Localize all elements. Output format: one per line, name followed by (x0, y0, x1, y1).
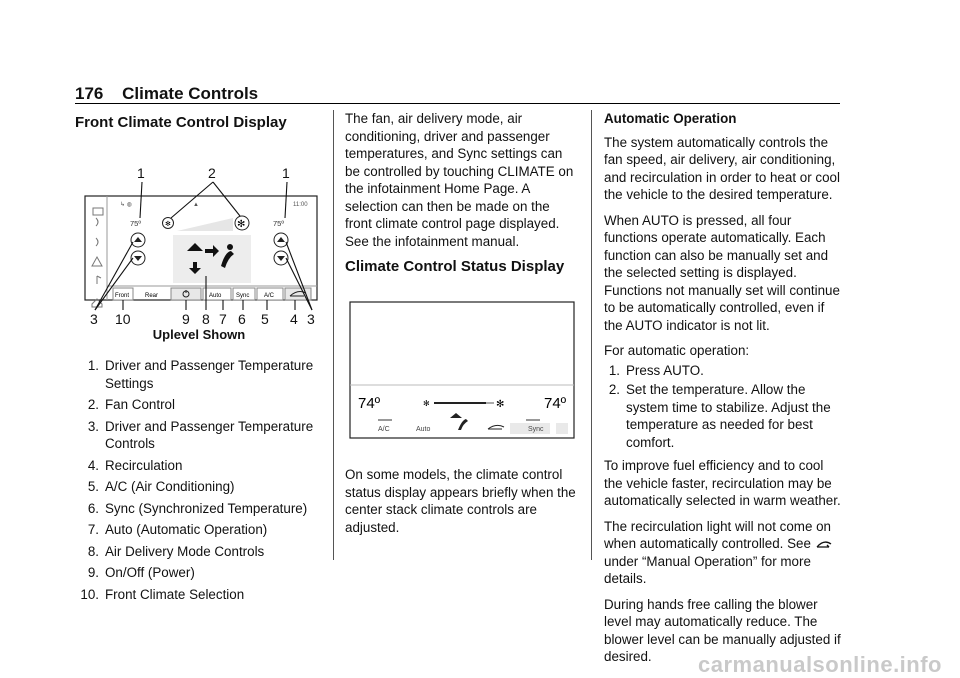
list-item: 5. A/C (Air Conditioning) (87, 479, 235, 494)
paragraph: For automatic operation: (604, 343, 750, 358)
status-display-heading: Climate Control Status Display (345, 258, 565, 275)
sync-button: Sync (236, 292, 250, 299)
intro-paragraph: The fan, air delivery mode, air conditioning, driver and passenger temperatures, and Sync settings can be controlled by touching CLIMATE on the infotainment Home Page. A selection can then be made on the front climate control page displayed. See the infotainment manual. (345, 111, 574, 249)
column-2 (345, 110, 577, 544)
callout-number: 2 (208, 164, 216, 181)
front-display-heading: Front Climate Control Display (75, 114, 287, 131)
svg-text:✻: ✻ (496, 398, 505, 410)
svg-text:↳ ◍: ↳ ◍ (120, 201, 132, 208)
paragraph: The system automatically controls the fan speed, air delivery, air conditioning, and recirculation in order to heat or cool the vehicle to the desired temperature. (604, 134, 840, 202)
callout-number: 10 (115, 310, 131, 327)
recirculation-paragraph: The recirculation light will not come on when automatically controlled. See under “Manual Operation” for more details. (604, 518, 832, 586)
status-auto-label: Auto (416, 425, 431, 433)
rear-tab: Rear (145, 292, 159, 299)
callout-number: 3 (307, 310, 315, 327)
callout-number: 8 (202, 310, 210, 327)
paragraph: During hands free calling the blower level may automatically reduce. The blower level can be manually adjusted if desired. (604, 596, 841, 664)
front-climate-figure (75, 138, 323, 328)
legend-list (75, 357, 323, 603)
auto-button: Auto (209, 292, 222, 299)
callout-number: 1 (137, 164, 145, 181)
status-ac-label: A/C (378, 425, 390, 433)
column-1 (75, 110, 323, 607)
front-climate-diagram (75, 138, 323, 328)
callout-number: 5 (261, 310, 269, 327)
steps-list (604, 362, 844, 452)
list-item: 1. Press AUTO. (608, 362, 704, 378)
callout-number: 6 (238, 310, 246, 327)
column-divider (333, 110, 334, 560)
svg-text:✻: ✻ (237, 218, 246, 230)
figure-caption: Uplevel Shown (152, 326, 246, 342)
screen-time: 11:00 (293, 201, 308, 208)
status-sync-label: Sync (528, 425, 544, 433)
status-display-figure (348, 300, 577, 445)
right-temp-setting: 75º (273, 218, 285, 228)
status-display-paragraph: On some models, the climate control status display appears briefly when the center stack climate controls are adjusted. (345, 467, 576, 535)
list-item: 3. Driver and Passenger Temperature Controls (87, 418, 314, 451)
auto-operation-heading: Automatic Operation (604, 111, 737, 126)
watermark: carmanualsonline.info (698, 652, 942, 677)
callout-number: 1 (282, 164, 290, 181)
svg-text:✻: ✻ (423, 398, 430, 408)
callout-number: 4 (290, 310, 298, 327)
list-item: 4. Recirculation (87, 457, 183, 473)
page-number: 176 (75, 84, 104, 103)
callout-number: 9 (182, 310, 190, 327)
front-tab: Front (115, 292, 130, 299)
header-rule (75, 103, 840, 104)
paragraph: When AUTO is pressed, all four functions operate automatically. Each function can also be manually set and the selected setting is displayed. Functions not manually set will continue to be automatically controlled, even if the AUTO indicator is not lit. (604, 212, 840, 333)
column-divider (591, 110, 592, 560)
left-temp-setting: 75º (130, 218, 142, 228)
list-item: 2. Set the temperature. Allow the system time to stabilize. Adjust the temperature as needed for best comfort. (608, 382, 831, 450)
status-right-temp: 74º (544, 394, 567, 412)
callout-number: 7 (219, 310, 227, 327)
list-item: 6. Sync (Synchronized Temperature) (87, 500, 308, 516)
paragraph: To improve fuel efficiency and to cool the vehicle faster, recirculation may be automatically selected in warm weather. (604, 458, 841, 508)
status-display-diagram (348, 300, 576, 440)
ac-button: A/C (264, 292, 275, 299)
list-item: 7. Auto (Automatic Operation) (87, 522, 268, 537)
status-left-temp: 74º (358, 394, 381, 412)
list-item: 9. On/Off (Power) (87, 565, 195, 580)
list-item: 2. Fan Control (87, 397, 175, 412)
svg-text:✻: ✻ (165, 219, 171, 228)
svg-text:▲: ▲ (193, 201, 199, 208)
list-item: 8. Air Delivery Mode Controls (87, 543, 265, 559)
section-title: Climate Controls (122, 84, 259, 103)
callout-number: 3 (90, 310, 98, 327)
recirculation-icon (815, 538, 833, 550)
page-header (75, 84, 258, 104)
list-item: 10. Front Climate Selection (80, 586, 245, 602)
column-3 (604, 110, 844, 674)
list-item: 1. Driver and Passenger Temperature Settings (87, 358, 314, 391)
